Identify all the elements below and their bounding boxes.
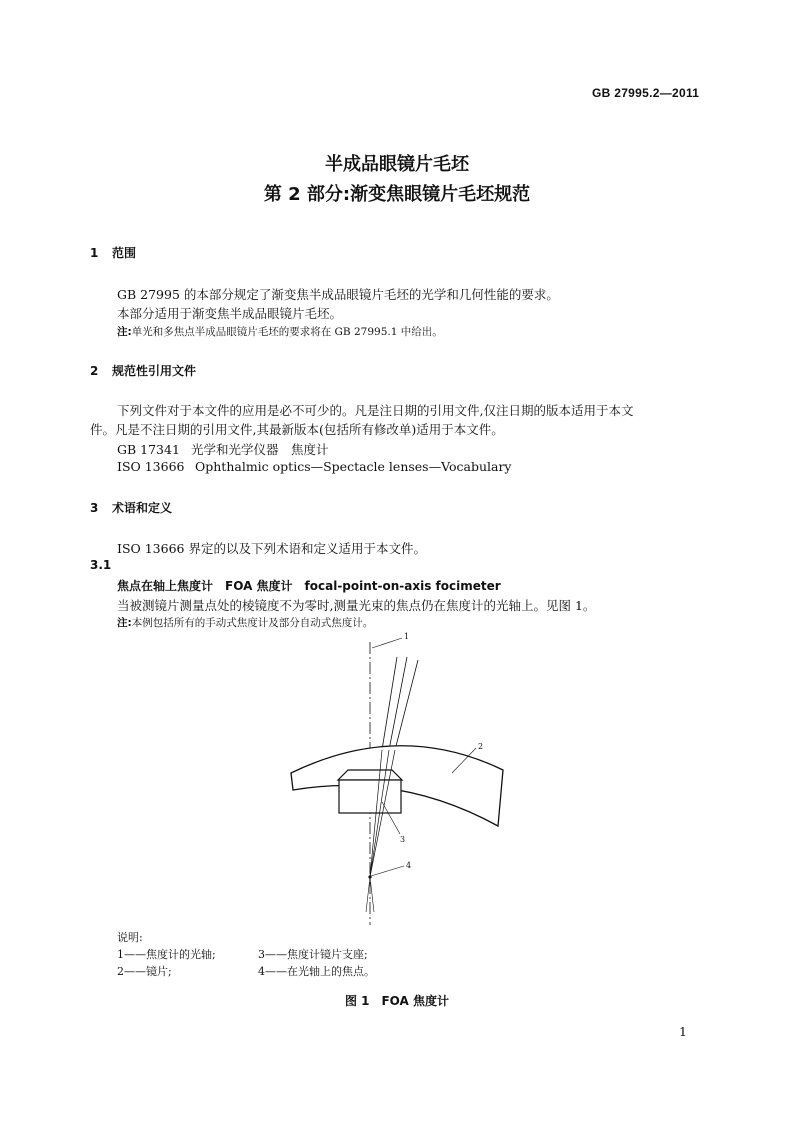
light-ray [395,660,418,750]
leader-line [372,638,402,648]
section-number: 1 [90,246,99,260]
callout-4: 4 [406,861,412,870]
callout-3: 3 [400,835,406,844]
note-text: 单光和多焦点半成品眼镜片毛坯的要求将在 GB 27995.1 中给出。 [131,326,443,338]
legend-item: 1——焦度计的光轴; [117,948,216,961]
reference-item [117,440,329,458]
note-text: 本例包括所有的手动式焦度计及部分自动式焦度计。 [131,617,374,629]
reference-title: 光学和光学仪器 焦度计 [191,442,329,457]
section-1-note [117,324,443,339]
reference-code: ISO 13666 [117,459,185,474]
title-line-2: 第 2 部分:渐变焦眼镜片毛坯规范 [263,184,531,205]
figure-caption: 图 1 FOA 焦度计 [344,994,450,1008]
section-1-paragraph-1: GB 27995 的本部分规定了渐变焦半成品眼镜片毛坯的光学和几何性能的要求。 [117,287,559,302]
section-1-heading [90,244,136,261]
title-line-1: 半成品眼镜片毛坯 [325,154,469,175]
section-2-paragraph-line-1: 下列文件对于本文件的应用是必不可少的。凡是注日期的引用文件,仅注日期的版本适用于本文 [117,403,634,418]
term-title: 焦点在轴上焦度计 FOA 焦度计 focal-point-on-axis focimeter [117,579,501,593]
section-number: 2 [90,364,99,378]
light-ray [366,877,370,912]
section-title: 范围 [112,246,137,260]
legend-item: 3——焦度计镜片支座; [258,948,368,961]
light-ray [382,657,397,750]
section-1-paragraph-2: 本部分适用于渐变焦半成品眼镜片毛坯。 [117,306,343,321]
lens-support-top [338,770,402,780]
light-ray [389,657,407,750]
reference-code: GB 17341 [117,442,180,457]
foa-focimeter-diagram [280,630,520,930]
section-number: 3 [90,501,99,515]
section-3-paragraph: ISO 13666 界定的以及下列术语和定义适用于本文件。 [117,541,426,556]
legend-title: 说明: [117,931,143,944]
lens-support-body [339,780,401,813]
section-title: 规范性引用文件 [112,364,197,378]
term-number: 3.1 [90,558,112,572]
note-label: 注: [117,326,132,338]
legend-item: 2——镜片; [117,965,172,978]
section-2-heading [90,362,196,379]
section-3-heading [90,499,172,516]
section-2-paragraph-line-2: 件。凡是不注日期的引用文件,其最新版本(包括所有修改单)适用于本文件。 [90,422,504,437]
reference-title: Ophthalmic optics—Spectacle lenses—Vocabulary [195,459,512,474]
legend-item: 4——在光轴上的焦点。 [258,965,375,978]
callout-2: 2 [478,742,484,751]
page-number: 1 [679,1024,687,1039]
leader-line [371,866,404,876]
note-label: 注: [117,617,132,629]
standard-code-header: GB 27995.2—2011 [592,86,700,100]
term-definition: 当被测镜片测量点处的棱镜度不为零时,测量光束的焦点仍在焦度计的光轴上。见图 1。 [117,598,596,613]
light-ray [370,877,374,912]
section-3-note [117,615,373,630]
section-title: 术语和定义 [112,501,173,515]
reference-item [117,459,512,474]
callout-1: 1 [404,632,410,641]
